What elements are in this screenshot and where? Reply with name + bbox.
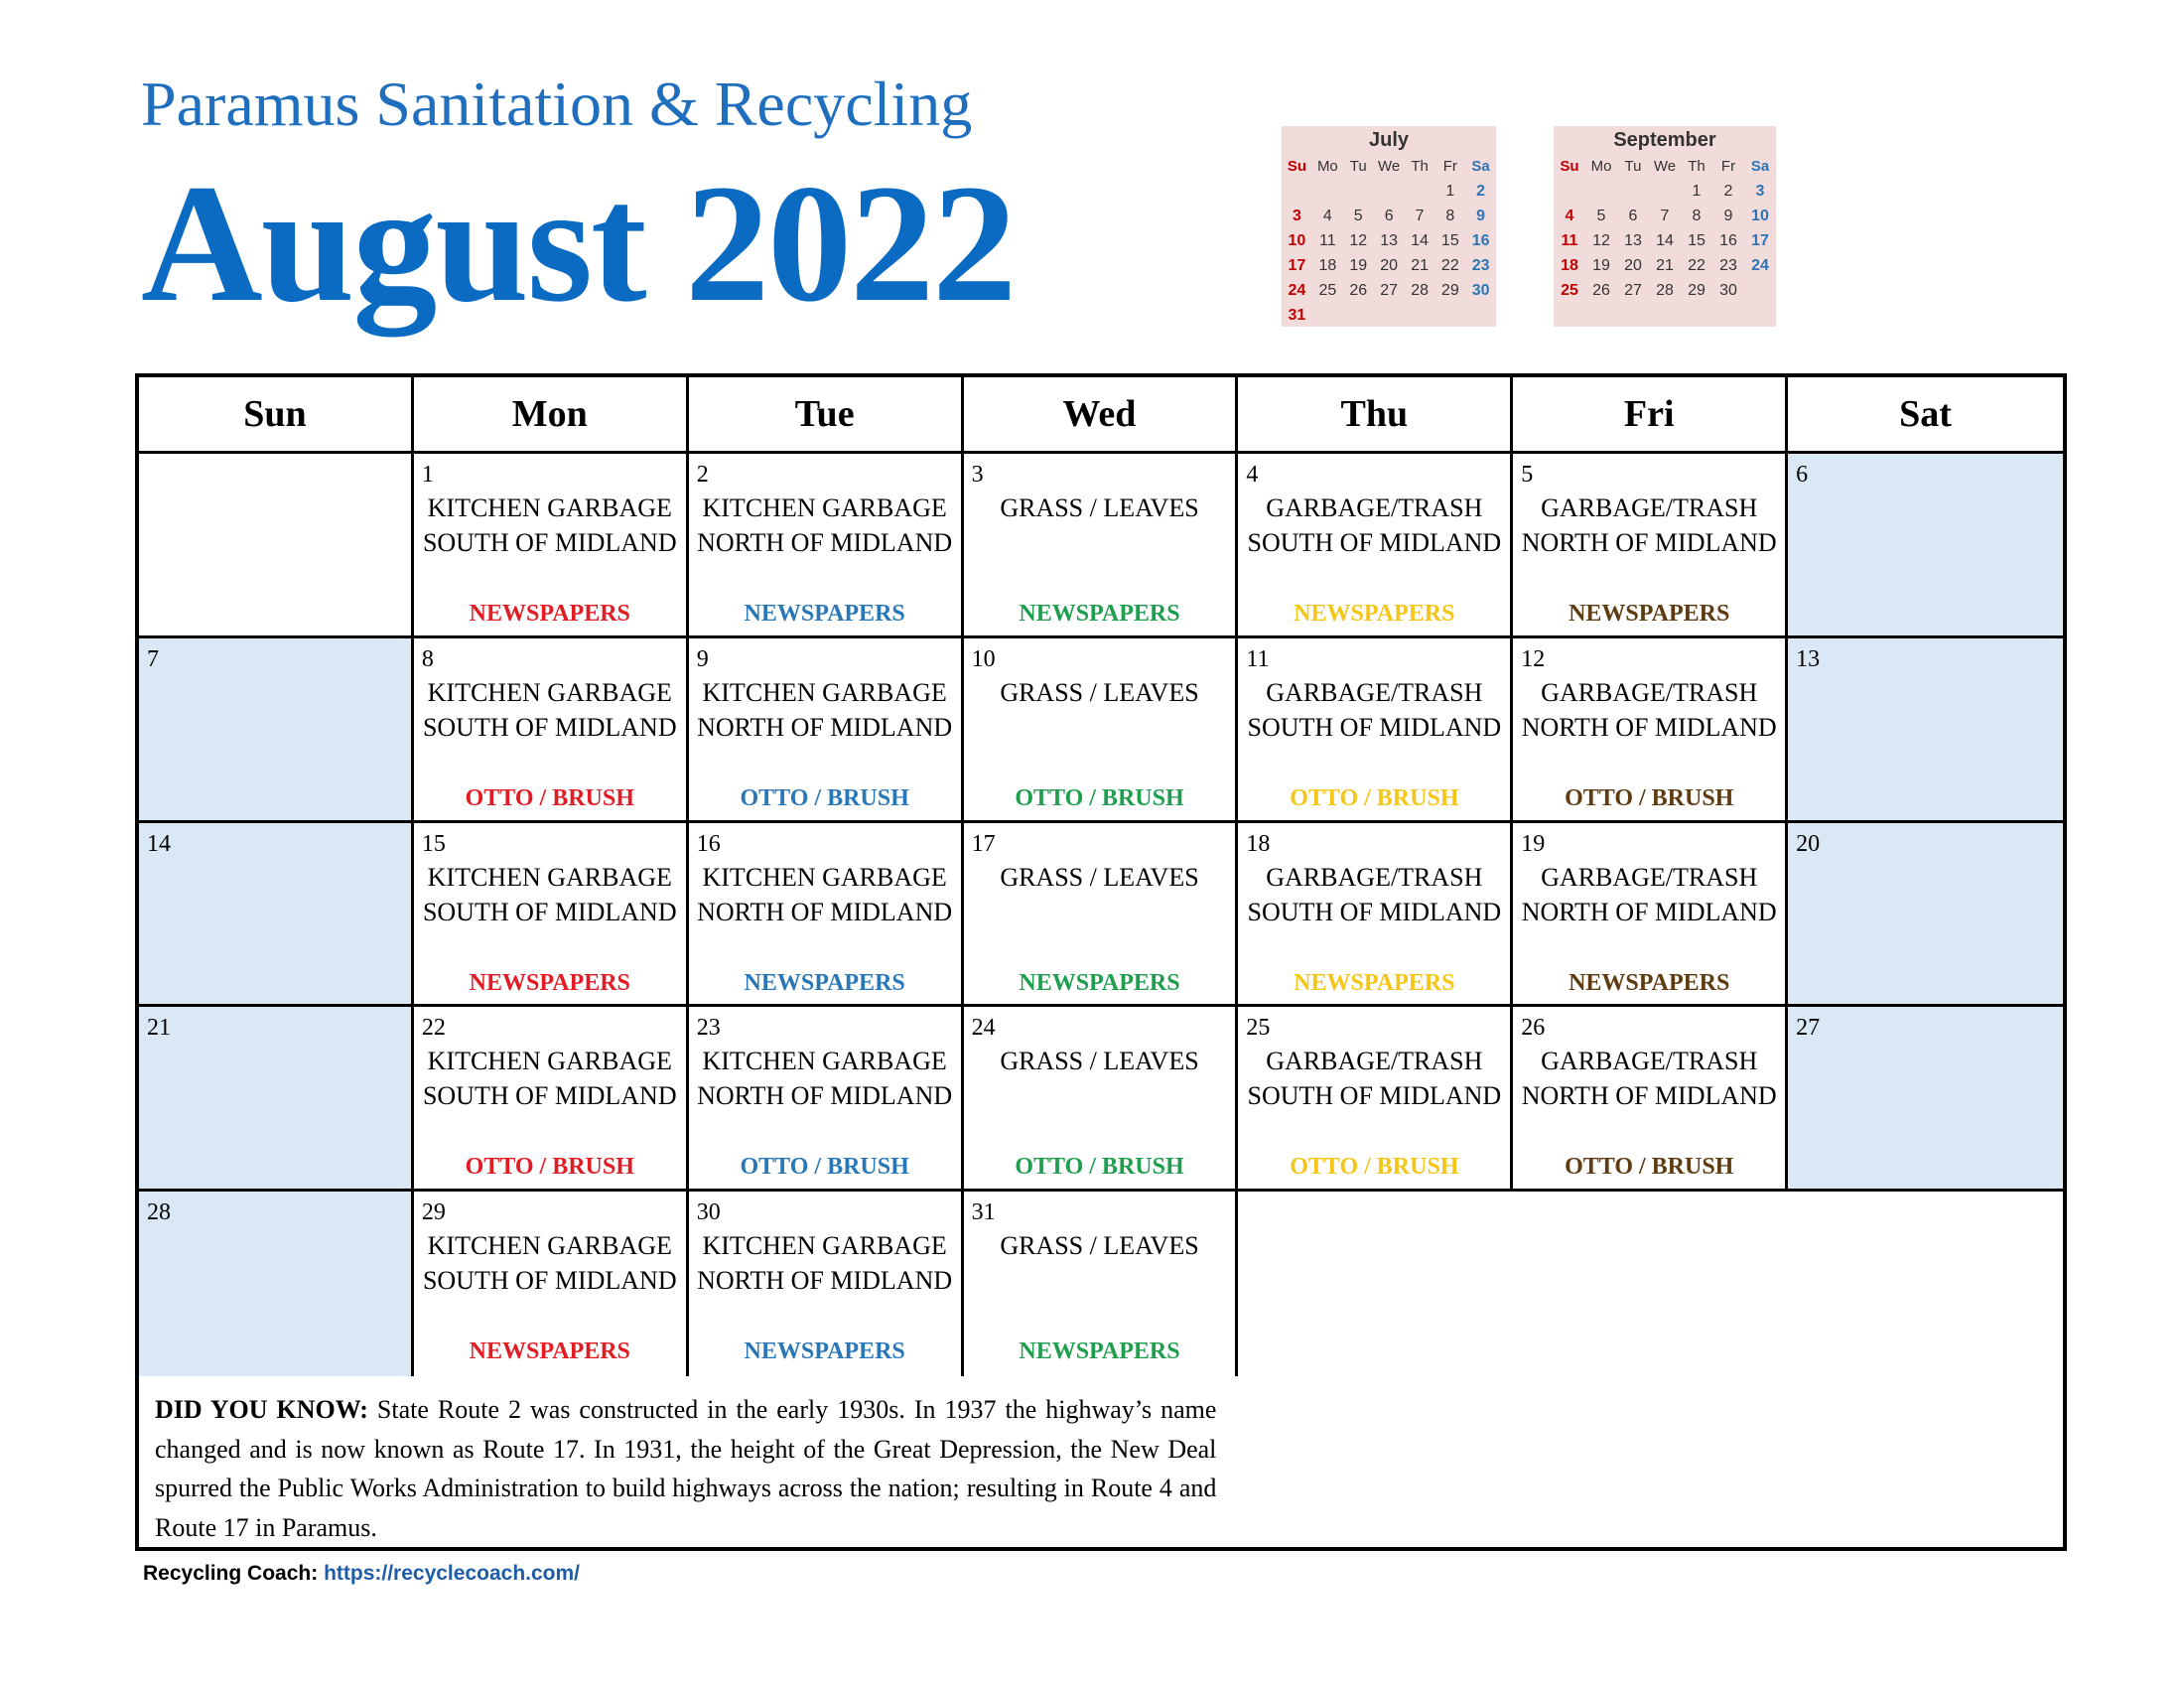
weekday-header: Sat	[1788, 377, 2063, 454]
collection-area: SOUTH OF MIDLAND	[1247, 712, 1502, 742]
day-cell	[1513, 454, 1788, 638]
mini-calendar-dow: Su	[1560, 158, 1579, 175]
mini-calendar-dow-row	[1554, 154, 1776, 179]
mini-calendar-table	[1282, 154, 1496, 328]
day-cell	[689, 638, 964, 823]
mini-calendar-dow: Th	[1411, 158, 1429, 175]
recycling-tag: NEWSPAPERS	[744, 601, 905, 627]
did-you-know-lead: DID YOU KNOW:	[155, 1395, 368, 1424]
recycling-tag: OTTO / BRUSH	[1290, 1154, 1459, 1181]
mini-calendar-day: 18	[1561, 256, 1578, 274]
mini-calendar-day: 12	[1592, 231, 1610, 249]
mini-calendar-dow: Fr	[1442, 158, 1457, 175]
day-cell	[1238, 823, 1513, 1008]
day-cell	[1238, 1007, 1513, 1192]
recycling-tag: OTTO / BRUSH	[465, 784, 634, 811]
recycling-tag: OTTO / BRUSH	[1015, 1154, 1184, 1181]
day-cell	[139, 823, 414, 1008]
mini-calendar-day: 26	[1349, 281, 1368, 299]
mini-calendar-day: 17	[1751, 231, 1769, 249]
day-cell	[1513, 1007, 1788, 1192]
day-cell	[689, 1192, 964, 1376]
mini-calendar-day: 8	[1445, 207, 1455, 224]
mini-calendar-day: 28	[1656, 281, 1674, 299]
mini-calendar-day: 28	[1411, 281, 1429, 299]
day-number: 27	[1796, 1015, 1821, 1042]
weekday-header: Wed	[964, 377, 1239, 454]
day-number: 22	[421, 1015, 446, 1042]
day-cell	[414, 454, 689, 638]
page-subtitle: Paramus Sanitation & Recycling	[141, 69, 973, 139]
collection-type: KITCHEN GARBAGE	[702, 1047, 947, 1076]
collection-type: KITCHEN GARBAGE	[702, 677, 947, 707]
collection-area: NORTH OF MIDLAND	[697, 712, 953, 742]
mini-calendar-day: 17	[1288, 256, 1306, 274]
mini-calendar-day: 14	[1656, 231, 1674, 249]
collection-type: GRASS / LEAVES	[1000, 677, 1199, 707]
collection-area: SOUTH OF MIDLAND	[422, 712, 677, 742]
mini-calendar-day: 23	[1719, 256, 1737, 274]
mini-calendar-day	[1374, 179, 1405, 204]
mini-calendar-day: 1	[1692, 182, 1702, 200]
day-number: 31	[971, 1199, 996, 1226]
day-cell	[414, 1007, 689, 1192]
day-cell	[964, 1192, 1239, 1376]
mini-calendar-dow: We	[1653, 158, 1677, 175]
day-cell	[1788, 454, 2063, 638]
day-cell	[414, 823, 689, 1008]
collection-area: NORTH OF MIDLAND	[1521, 897, 1777, 926]
collection-area: NORTH OF MIDLAND	[1521, 712, 1777, 742]
day-number: 18	[1246, 830, 1271, 857]
day-cell	[964, 454, 1239, 638]
day-cell	[689, 823, 964, 1008]
recycle-coach-link[interactable]: https://recyclecoach.com/	[324, 1562, 580, 1585]
mini-calendar-day: 19	[1592, 256, 1610, 274]
collection-area: NORTH OF MIDLAND	[1521, 1081, 1777, 1111]
collection-type: KITCHEN GARBAGE	[702, 1231, 947, 1261]
mini-calendar-day: 16	[1471, 231, 1490, 249]
mini-calendar-week	[1282, 278, 1496, 303]
recycling-tag: OTTO / BRUSH	[1565, 784, 1734, 811]
mini-calendar-day: 24	[1751, 256, 1769, 274]
mini-calendar-dow: Su	[1287, 158, 1307, 175]
mini-calendar-day: 6	[1628, 207, 1638, 224]
day-number: 6	[1796, 462, 1809, 488]
mini-calendar-day: 11	[1319, 231, 1336, 249]
mini-calendar-day: 9	[1723, 207, 1733, 224]
mini-calendar-day: 24	[1288, 281, 1306, 299]
mini-calendar-day: 21	[1411, 256, 1429, 274]
day-cell	[414, 638, 689, 823]
collection-type: GARBAGE/TRASH	[1266, 1047, 1483, 1076]
mini-calendar-day	[1312, 179, 1343, 204]
mini-calendar-day: 31	[1288, 306, 1306, 324]
mini-calendar-day	[1405, 179, 1435, 204]
day-number: 2	[696, 462, 709, 488]
collection-type: KITCHEN GARBAGE	[427, 862, 672, 892]
day-cell	[964, 823, 1239, 1008]
mini-calendar-day: 25	[1318, 281, 1337, 299]
recycling-tag: NEWSPAPERS	[1294, 601, 1455, 627]
month-calendar-grid	[135, 373, 2067, 1551]
day-number: 24	[971, 1015, 996, 1042]
mini-calendar-day	[1585, 179, 1617, 204]
mini-calendar-dow: Mo	[1316, 158, 1338, 175]
day-number: 9	[696, 645, 709, 672]
mini-calendar-day: 25	[1561, 281, 1578, 299]
mini-calendar-day: 7	[1660, 207, 1670, 224]
collection-area: NORTH OF MIDLAND	[697, 897, 953, 926]
collection-type: GARBAGE/TRASH	[1541, 493, 1758, 522]
collection-type: GRASS / LEAVES	[1000, 862, 1199, 892]
collection-type: GARBAGE/TRASH	[1541, 677, 1758, 707]
day-number: 8	[421, 645, 434, 672]
mini-calendar-day	[1617, 179, 1649, 204]
mini-calendar-day: 6	[1384, 207, 1394, 224]
recycling-tag: OTTO / BRUSH	[465, 1154, 634, 1181]
recycling-tag: OTTO / BRUSH	[740, 784, 909, 811]
recycling-tag: NEWSPAPERS	[469, 1338, 630, 1365]
day-number: 7	[147, 645, 159, 672]
collection-type: KITCHEN GARBAGE	[427, 1047, 672, 1076]
mini-calendar-day: 10	[1288, 231, 1306, 249]
mini-calendar-day: 30	[1471, 281, 1490, 299]
day-number: 11	[1246, 645, 1270, 672]
mini-calendar-day: 22	[1688, 256, 1706, 274]
day-cell	[689, 1007, 964, 1192]
collection-area: NORTH OF MIDLAND	[1521, 528, 1777, 557]
collection-area: NORTH OF MIDLAND	[697, 528, 953, 557]
mini-calendar-dow-row	[1282, 154, 1496, 179]
mini-calendar-dow: Mo	[1590, 158, 1612, 175]
day-cell	[689, 454, 964, 638]
recycling-tag: NEWSPAPERS	[744, 1338, 905, 1365]
day-number: 16	[696, 830, 721, 857]
mini-calendar-day: 27	[1380, 281, 1399, 299]
mini-calendar-week	[1554, 179, 1776, 204]
day-cell	[139, 638, 414, 823]
day-cell	[1513, 638, 1788, 823]
mini-calendar-dow: Fr	[1720, 158, 1736, 175]
day-cell	[1238, 638, 1513, 823]
mini-calendar-day: 20	[1624, 256, 1642, 274]
mini-calendar-day: 13	[1380, 231, 1399, 249]
page-title: August 2022	[141, 150, 1016, 337]
mini-calendar-day: 4	[1322, 207, 1332, 224]
weekday-header: Mon	[414, 377, 689, 454]
mini-calendar-day: 12	[1349, 231, 1368, 249]
day-cell	[1788, 1007, 2063, 1192]
collection-area: SOUTH OF MIDLAND	[1247, 1081, 1502, 1111]
day-number: 14	[147, 830, 171, 857]
mini-calendar-day: 19	[1349, 256, 1368, 274]
weekday-header: Tue	[689, 377, 964, 454]
mini-calendar-day	[1374, 303, 1405, 328]
day-number: 15	[421, 830, 446, 857]
mini-calendar-day: 29	[1440, 281, 1459, 299]
collection-area: SOUTH OF MIDLAND	[1247, 528, 1502, 557]
day-cell	[139, 454, 414, 638]
recycling-tag: OTTO / BRUSH	[740, 1154, 909, 1181]
collection-area: SOUTH OF MIDLAND	[1247, 897, 1502, 926]
weekday-header: Thu	[1238, 377, 1513, 454]
recycling-tag: NEWSPAPERS	[469, 601, 630, 627]
recycling-tag: NEWSPAPERS	[1569, 969, 1730, 996]
mini-calendar-day: 14	[1411, 231, 1429, 249]
recycling-tag: OTTO / BRUSH	[1015, 784, 1184, 811]
day-number: 19	[1521, 830, 1546, 857]
recycling-tag: NEWSPAPERS	[469, 969, 630, 996]
day-number: 3	[971, 462, 984, 488]
collection-type: GARBAGE/TRASH	[1266, 862, 1483, 892]
mini-calendar-day: 13	[1624, 231, 1642, 249]
collection-type: KITCHEN GARBAGE	[702, 862, 947, 892]
collection-type: GARBAGE/TRASH	[1541, 1047, 1758, 1076]
mini-calendar-day: 11	[1561, 231, 1578, 249]
mini-calendar-dow: Tu	[1624, 158, 1642, 175]
mini-calendar-day: 18	[1318, 256, 1337, 274]
day-cell	[139, 1007, 414, 1192]
mini-calendar-july	[1282, 126, 1496, 327]
mini-calendar-day: 20	[1380, 256, 1399, 274]
mini-calendar-month: July	[1368, 129, 1410, 151]
recycling-tag: OTTO / BRUSH	[1290, 784, 1459, 811]
weekday-header: Sun	[139, 377, 414, 454]
collection-area: NORTH OF MIDLAND	[697, 1266, 953, 1296]
mini-calendar-day: 2	[1476, 182, 1486, 200]
mini-calendar-week	[1554, 278, 1776, 303]
mini-calendar-week	[1282, 204, 1496, 228]
day-cell	[1788, 638, 2063, 823]
mini-calendar-week	[1282, 253, 1496, 278]
collection-type: KITCHEN GARBAGE	[427, 1231, 672, 1261]
collection-area: SOUTH OF MIDLAND	[422, 897, 677, 926]
collection-type: KITCHEN GARBAGE	[427, 493, 672, 522]
day-number: 30	[696, 1199, 721, 1226]
did-you-know-text: State Route 2 was constructed in the early 1930s. In 1937 the highway’s name changed and is now known as Route 17. In 1931, the height of the Great Depression, the New Deal spurred the Public Works Administration to build highways across the nation; resulting in Route 4 and Route 17 in Paramus.	[155, 1395, 1217, 1542]
day-cell	[414, 1192, 689, 1376]
collection-type: KITCHEN GARBAGE	[427, 677, 672, 707]
collection-area: NORTH OF MIDLAND	[697, 1081, 953, 1111]
day-number: 20	[1796, 830, 1821, 857]
mini-calendar-day: 23	[1471, 256, 1490, 274]
mini-calendar-day	[1343, 179, 1374, 204]
day-number: 29	[421, 1199, 446, 1226]
day-number: 17	[971, 830, 996, 857]
mini-calendar-day	[1465, 303, 1496, 328]
day-number: 12	[1521, 645, 1546, 672]
mini-calendar-dow: We	[1378, 158, 1401, 175]
day-number: 28	[147, 1199, 171, 1226]
mini-calendar-day: 15	[1688, 231, 1706, 249]
mini-calendar-day: 5	[1353, 207, 1363, 224]
day-cell	[1788, 823, 2063, 1008]
mini-calendar-day: 9	[1476, 207, 1486, 224]
mini-calendar-day: 26	[1592, 281, 1610, 299]
mini-calendar-day: 7	[1415, 207, 1425, 224]
collection-type: GARBAGE/TRASH	[1266, 493, 1483, 522]
mini-calendar-day: 3	[1755, 182, 1765, 200]
collection-type: GARBAGE/TRASH	[1541, 862, 1758, 892]
day-number: 21	[147, 1015, 171, 1042]
day-number: 4	[1246, 462, 1259, 488]
mini-calendar-week	[1554, 228, 1776, 253]
mini-calendar-day: 1	[1445, 182, 1455, 200]
day-number: 25	[1246, 1015, 1271, 1042]
mini-calendar-day: 30	[1719, 281, 1737, 299]
mini-calendar-day	[1744, 278, 1776, 303]
recycling-tag: NEWSPAPERS	[1019, 1338, 1180, 1365]
mini-calendar-day	[1405, 303, 1435, 328]
mini-calendar-dow: Sa	[1750, 158, 1770, 175]
day-number: 13	[1796, 645, 1821, 672]
footer-label: Recycling Coach:	[143, 1562, 325, 1585]
day-number: 10	[971, 645, 996, 672]
mini-calendar-week	[1282, 179, 1496, 204]
day-cell	[1513, 823, 1788, 1008]
mini-calendar-day	[1312, 303, 1343, 328]
mini-calendar-day: 16	[1719, 231, 1737, 249]
mini-calendar-week	[1554, 204, 1776, 228]
mini-calendar-day: 22	[1440, 256, 1459, 274]
mini-calendar-dow: Th	[1688, 158, 1706, 175]
day-cell	[1238, 454, 1513, 638]
mini-calendar-week	[1554, 253, 1776, 278]
day-number: 26	[1521, 1015, 1546, 1042]
mini-calendar-day	[1649, 179, 1681, 204]
mini-calendar-week	[1282, 228, 1496, 253]
day-cell	[964, 638, 1239, 823]
collection-type: GRASS / LEAVES	[1000, 1231, 1199, 1261]
day-cell	[139, 1192, 414, 1376]
mini-calendar-day: 27	[1624, 281, 1642, 299]
collection-area: SOUTH OF MIDLAND	[422, 1266, 677, 1296]
recycling-tag: NEWSPAPERS	[1019, 601, 1180, 627]
did-you-know-box	[139, 1376, 1238, 1547]
mini-calendar-dow: Tu	[1349, 158, 1367, 175]
mini-calendar-day: 3	[1292, 207, 1301, 224]
mini-calendar-week	[1282, 303, 1496, 328]
weekday-header: Fri	[1513, 377, 1788, 454]
collection-type: GARBAGE/TRASH	[1266, 677, 1483, 707]
recycling-tag: NEWSPAPERS	[1569, 601, 1730, 627]
mini-calendar-month: September	[1613, 129, 1716, 151]
mini-calendar-day: 8	[1692, 207, 1702, 224]
collection-type: GRASS / LEAVES	[1000, 493, 1199, 522]
recycling-tag: NEWSPAPERS	[744, 969, 905, 996]
recycling-tag: NEWSPAPERS	[1019, 969, 1180, 996]
mini-calendar-day	[1343, 303, 1374, 328]
mini-calendar-table	[1554, 154, 1776, 303]
mini-calendar-day: 15	[1440, 231, 1459, 249]
collection-area: SOUTH OF MIDLAND	[422, 528, 677, 557]
mini-calendar-day: 29	[1688, 281, 1706, 299]
mini-calendar-day: 4	[1565, 207, 1574, 224]
mini-calendar-dow: Sa	[1471, 158, 1490, 175]
recycling-tag: NEWSPAPERS	[1294, 969, 1455, 996]
mini-calendar-september	[1554, 126, 1776, 327]
collection-type: GRASS / LEAVES	[1000, 1047, 1199, 1076]
day-number: 23	[696, 1015, 721, 1042]
day-number: 5	[1521, 462, 1534, 488]
collection-area: SOUTH OF MIDLAND	[422, 1081, 677, 1111]
mini-calendar-day: 2	[1723, 182, 1733, 200]
collection-type: KITCHEN GARBAGE	[702, 493, 947, 522]
recycling-tag: OTTO / BRUSH	[1565, 1154, 1734, 1181]
day-number: 1	[421, 462, 434, 488]
mini-calendar-day: 5	[1596, 207, 1606, 224]
mini-calendar-day: 21	[1656, 256, 1674, 274]
mini-calendar-day: 10	[1751, 207, 1769, 224]
mini-calendar-day	[1282, 179, 1312, 204]
day-cell	[964, 1007, 1239, 1192]
footer	[143, 1562, 580, 1586]
mini-calendar-day	[1434, 303, 1465, 328]
mini-calendar-day	[1554, 179, 1585, 204]
